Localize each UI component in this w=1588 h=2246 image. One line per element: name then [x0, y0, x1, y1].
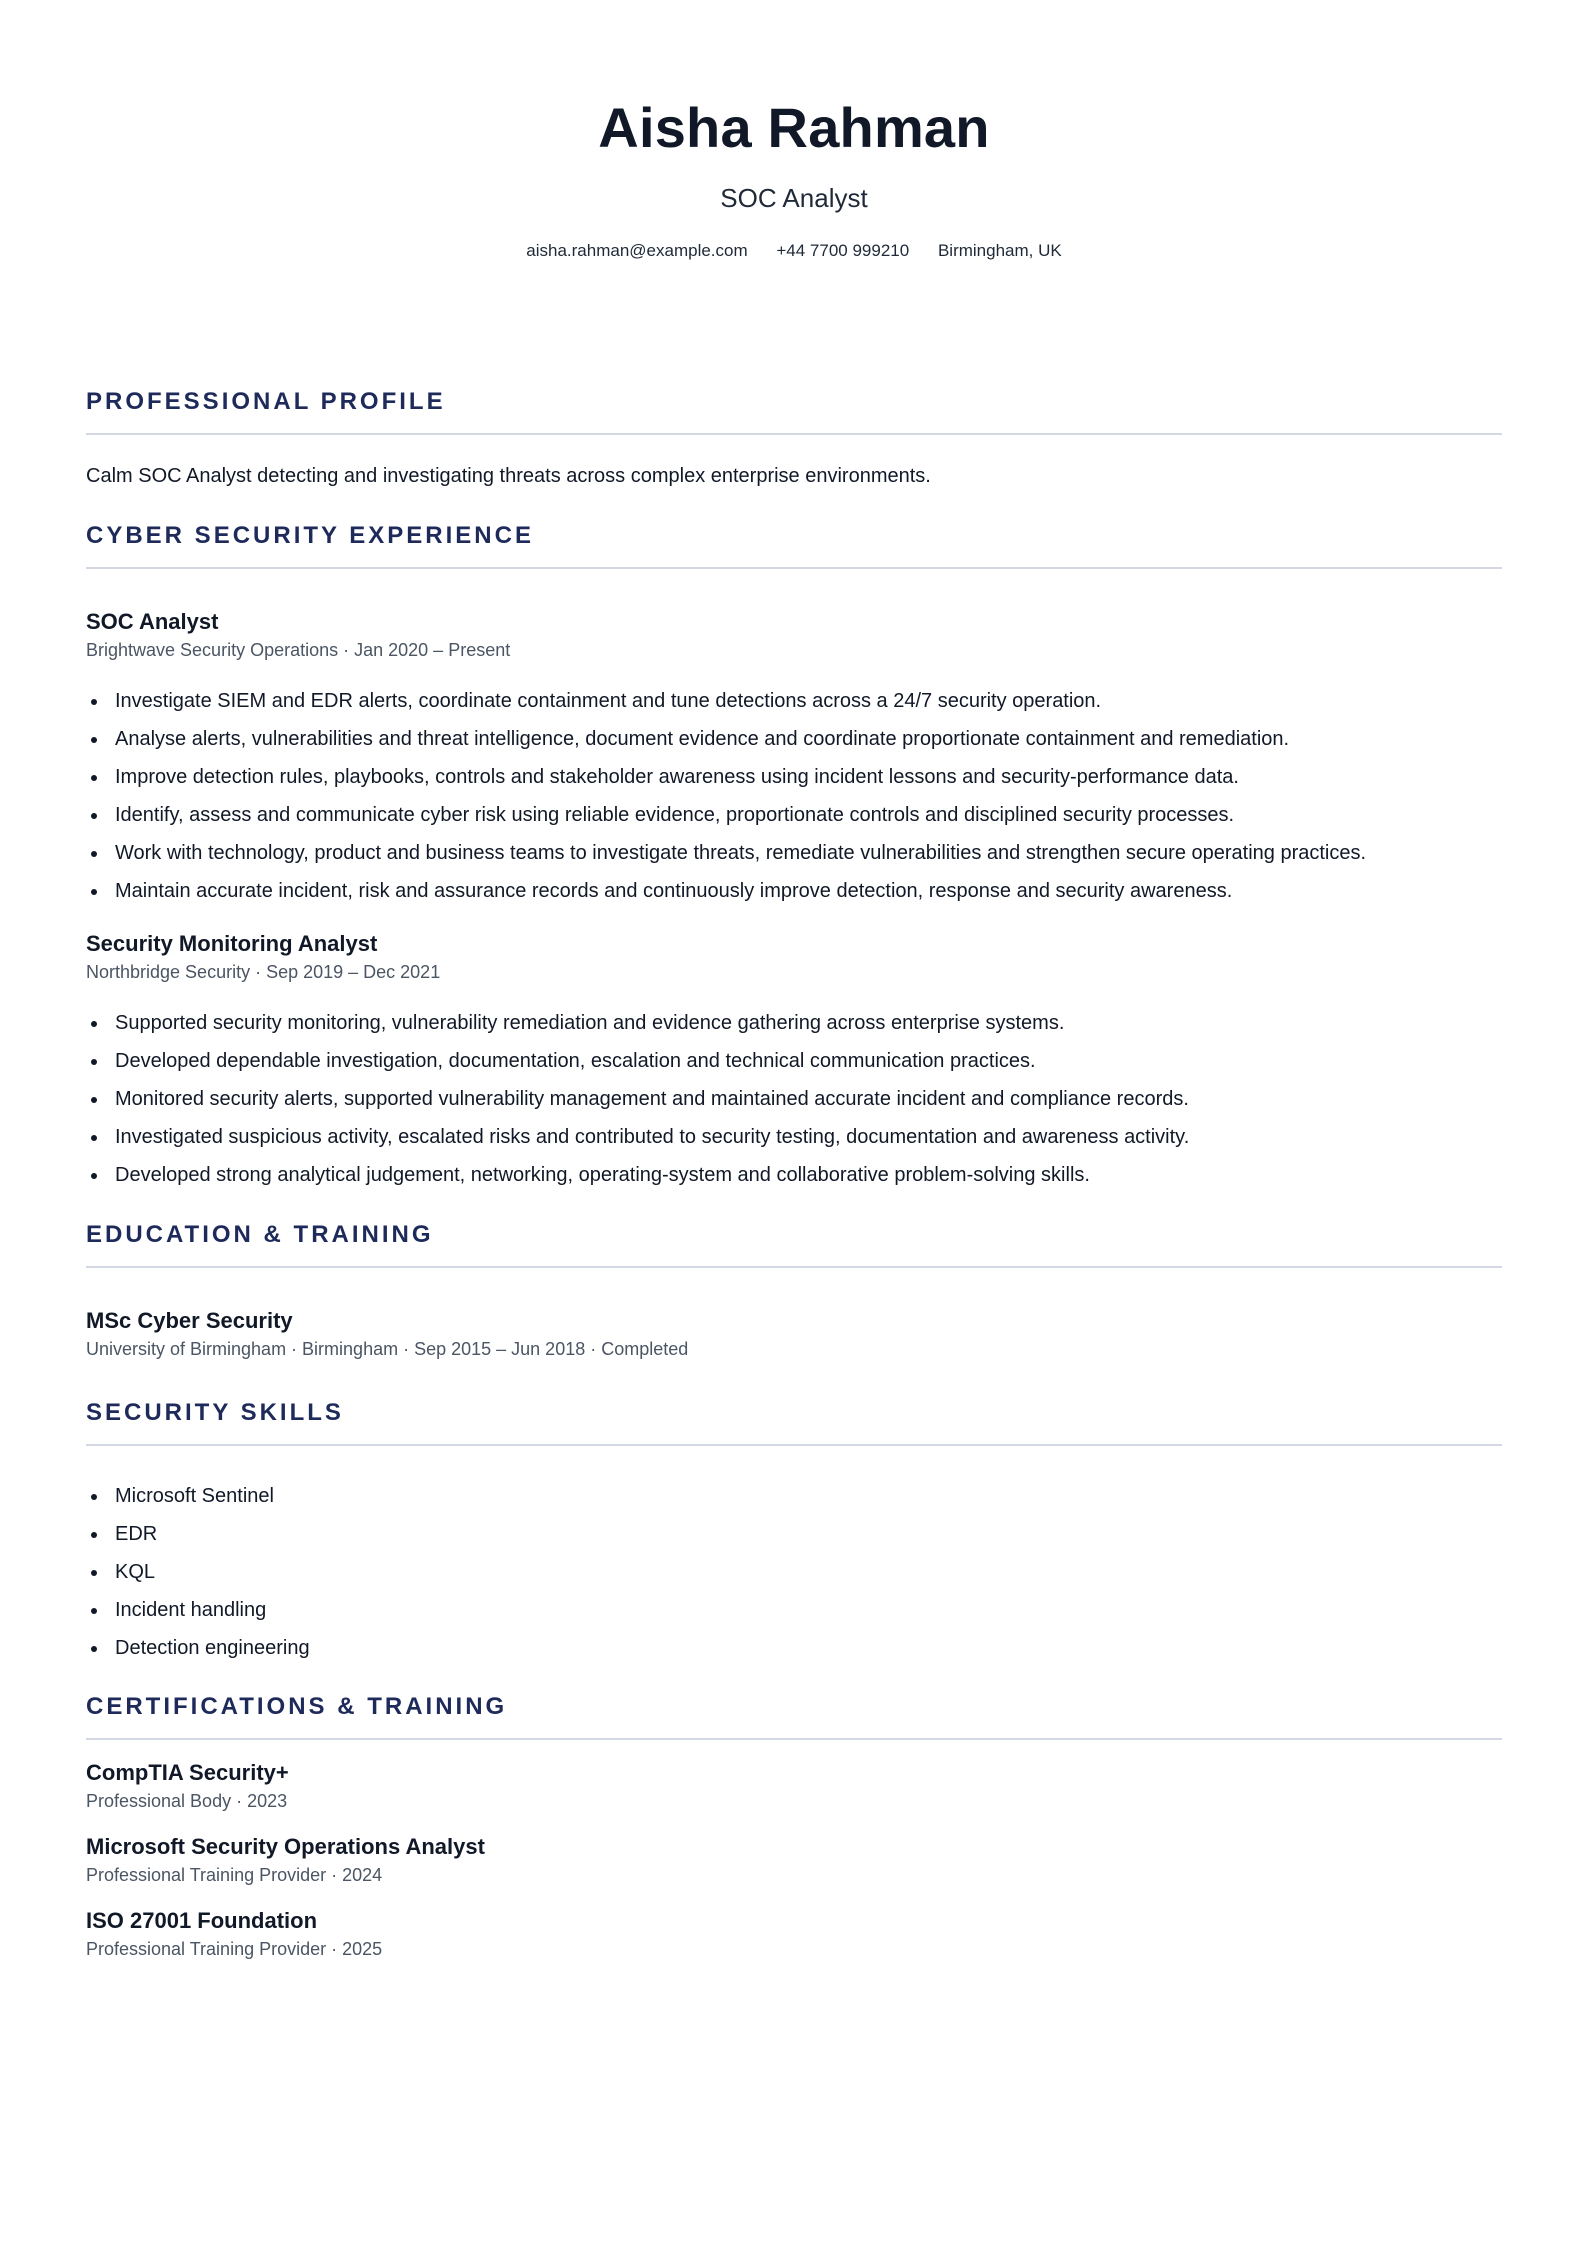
section-title: CERTIFICATIONS & TRAINING — [86, 1693, 508, 1720]
list-item: Work with technology, product and business teams to investigate threats, remediate vulnerabilities and strengthen secure operating practices. — [115, 840, 1502, 866]
section-divider — [86, 433, 1502, 435]
job-bullets — [86, 1010, 1502, 1188]
section-skills — [86, 1398, 1502, 1661]
list-item: Microsoft Sentinel — [115, 1483, 1502, 1509]
section-divider — [86, 1444, 1502, 1446]
section-title: PROFESSIONAL PROFILE — [86, 388, 446, 415]
section-education — [86, 1220, 1502, 1361]
contact-line — [86, 240, 1502, 262]
job-entry — [86, 608, 1502, 904]
job-meta: Brightwave Security Operations · Jan 2020 – Present — [86, 640, 511, 660]
job-bullets — [86, 688, 1502, 904]
degree-title: MSc Cyber Security — [86, 1308, 293, 1333]
list-item: Developed strong analytical judgement, networking, operating-system and collaborative problem-solving skills. — [115, 1162, 1502, 1188]
section-title: SECURITY SKILLS — [86, 1399, 344, 1426]
job-entry — [86, 930, 1502, 1188]
section-title: EDUCATION & TRAINING — [86, 1221, 434, 1248]
contact-location: Birmingham, UK — [937, 241, 1062, 260]
section-divider — [86, 1738, 1502, 1740]
list-item: Analyse alerts, vulnerabilities and threat intelligence, document evidence and coordinate proportionate containment and remediation. — [115, 726, 1502, 752]
section-profile — [86, 387, 1502, 490]
certification-entry — [86, 1833, 1502, 1887]
list-item: Detection engineering — [115, 1635, 1502, 1661]
certification-meta: Professional Training Provider · 2024 — [86, 1865, 383, 1885]
contact-email[interactable]: aisha.rahman@example.com — [526, 241, 748, 260]
certification-entry — [86, 1907, 1502, 1961]
section-experience — [86, 521, 1502, 1188]
profile-summary: Calm SOC Analyst detecting and investigating threats across complex enterprise environments. — [86, 465, 931, 487]
list-item: Incident handling — [115, 1597, 1502, 1623]
certification-title: CompTIA Security+ — [86, 1760, 289, 1785]
list-item: Developed dependable investigation, documentation, escalation and technical communication practices. — [115, 1048, 1502, 1074]
section-divider — [86, 567, 1502, 569]
education-entry — [86, 1307, 1502, 1361]
list-item: Maintain accurate incident, risk and assurance records and continuously improve detection, response and security awareness. — [115, 878, 1502, 904]
list-item: Identify, assess and communicate cyber risk using reliable evidence, proportionate controls and disciplined security processes. — [115, 802, 1502, 828]
list-item: Improve detection rules, playbooks, controls and stakeholder awareness using incident lessons and security-performance data. — [115, 764, 1502, 790]
candidate-role: SOC Analyst — [720, 183, 868, 213]
section-certifications — [86, 1692, 1502, 1961]
resume-header — [86, 0, 1502, 262]
certification-entry — [86, 1759, 1502, 1813]
certification-meta: Professional Training Provider · 2025 — [86, 1939, 383, 1959]
list-item: Investigate SIEM and EDR alerts, coordinate containment and tune detections across a 24/7 security operation. — [115, 688, 1502, 714]
degree-meta: University of Birmingham · Birmingham · Sep 2015 – Jun 2018 · Completed — [86, 1339, 689, 1359]
certification-meta: Professional Body · 2023 — [86, 1791, 288, 1811]
job-title: Security Monitoring Analyst — [86, 931, 378, 956]
list-item: Monitored security alerts, supported vulnerability management and maintained accurate incident and compliance records. — [115, 1086, 1502, 1112]
candidate-name: Aisha Rahman — [598, 96, 990, 159]
list-item: Investigated suspicious activity, escalated risks and contributed to security testing, documentation and awareness activity. — [115, 1124, 1502, 1150]
certification-title: ISO 27001 Foundation — [86, 1908, 318, 1933]
section-divider — [86, 1266, 1502, 1268]
list-item: EDR — [115, 1521, 1502, 1547]
list-item: KQL — [115, 1559, 1502, 1585]
contact-phone[interactable]: +44 7700 999210 — [776, 241, 910, 260]
list-item: Supported security monitoring, vulnerability remediation and evidence gathering across enterprise systems. — [115, 1010, 1502, 1036]
certification-title: Microsoft Security Operations Analyst — [86, 1834, 485, 1859]
skills-list — [86, 1483, 1502, 1661]
section-title: CYBER SECURITY EXPERIENCE — [86, 522, 534, 549]
job-meta: Northbridge Security · Sep 2019 – Dec 2021 — [86, 962, 441, 982]
job-title: SOC Analyst — [86, 609, 219, 634]
